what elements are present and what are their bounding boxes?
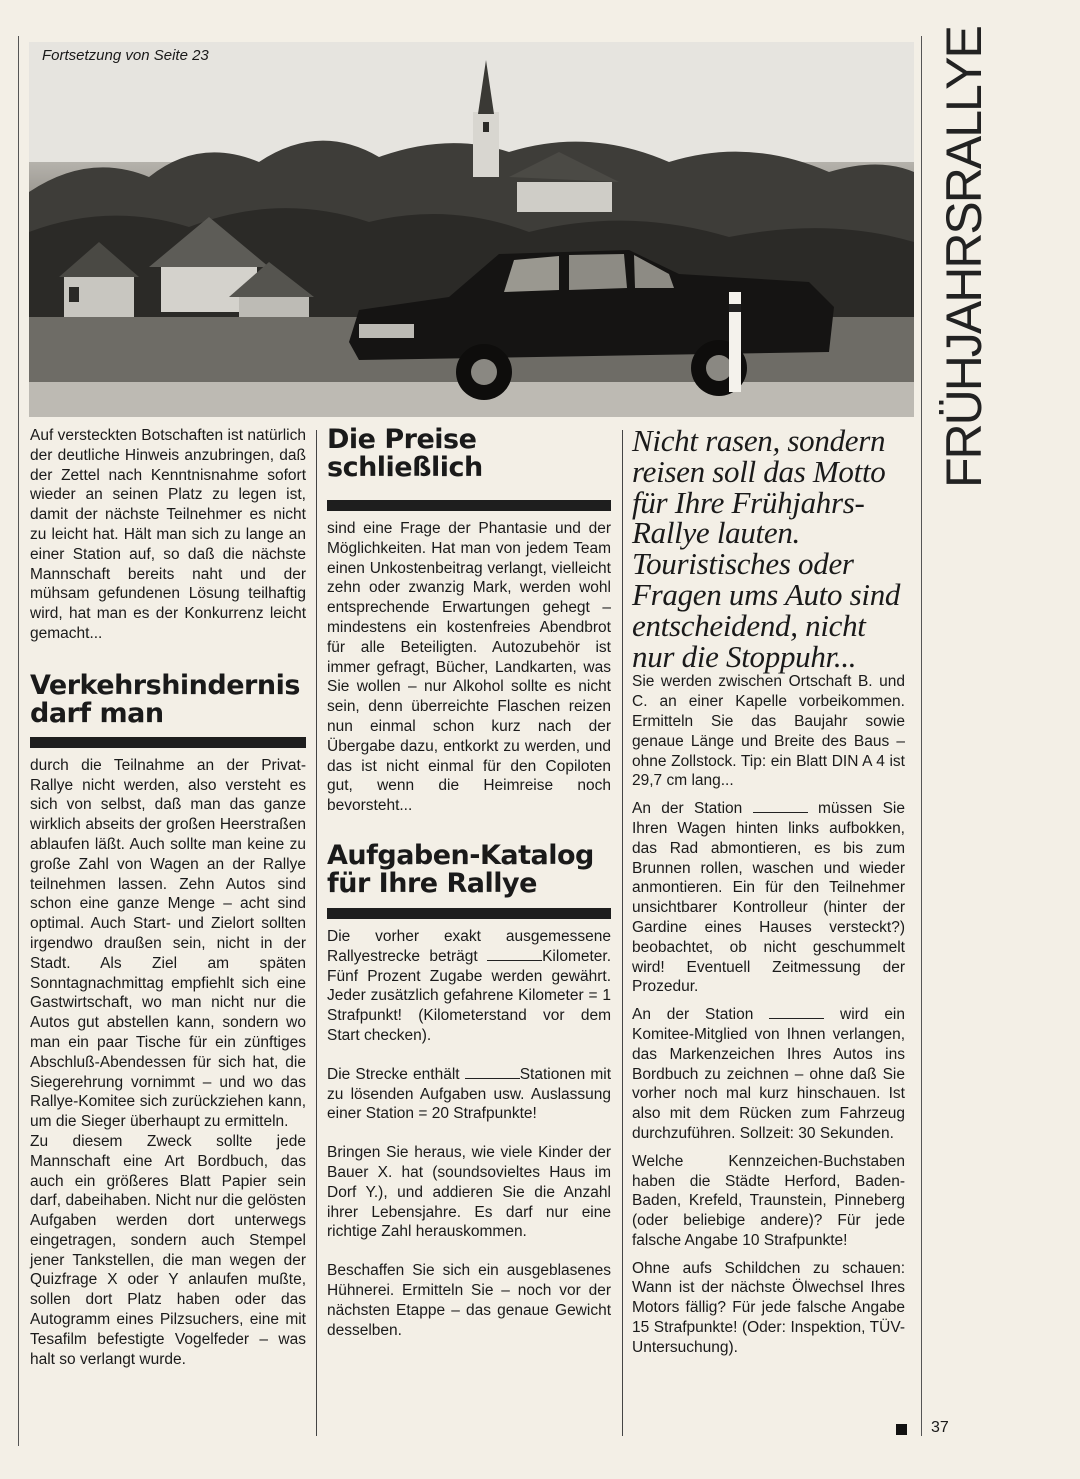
- heading-bar: [327, 500, 611, 511]
- heading-bar: [327, 908, 611, 919]
- task-text: müssen Sie Ihren Wagen hinten links aufbokken, das Rad abmontieren, es bis zum Brunnen rollen, waschen und wieder anmontieren. Ein für den Teilnehmer unsichtbarer Kontrolleur (hinter der Gardine eines Hauses versteckt?) beobachtet, ob nicht geschummelt wird! Eventuell Zeitmessung der Prozedur.: [632, 800, 905, 996]
- task-text: Die vorher exakt ausgemessene Rallyestrecke beträgt: [327, 927, 611, 965]
- heading-verkehrshindernis: Verkehrshindernis darf man: [30, 669, 300, 729]
- column-1: [30, 426, 306, 1369]
- fill-in-blank: [487, 948, 542, 961]
- heading-aufgaben-katalog: Aufgaben-Katalog für Ihre Rallye: [327, 839, 594, 899]
- task-text: wird ein Komitee-Mitglied von Ihnen verlangen, das Markenzeichen Ihres Autos ins Bordbuch zu zeichnen – ohne daß Sie vorher noch mal kurz hinschauen. Ist also mit dem Rücken zum Fahrzeug durchzuführen. Sollzeit: 30 Sekunden.: [632, 1006, 906, 1142]
- task-item: Bringen Sie heraus, wie viele Kinder der Bauer X. hat (soundsovieltes Haus im Dorf Y.), und addieren Sie die Anzahl ihrer Lebensjahre. Es darf nur eine richtige Zahl herauskommen.: [327, 1144, 611, 1241]
- task-item: Welche Kennzeichen-Buchstaben haben die Städte Herford, Baden-Baden, Krefeld, Traunstein, Pinneberg (oder beliebige andere)? Für jede falsche Angabe 10 Strafpunkte!: [632, 1152, 905, 1249]
- paragraph: Auf versteckten Botschaften ist natürlich der deutliche Hinweis anzubringen, daß der Zettel nach Kenntnisnahme sofort wieder an seinen Platz zu legen ist, damit der nächste Teilnehmer es nicht zu leicht hat. Hält man sich zu lange an einer Station auf, so daß die nächste Mannschaft bereits naht und der mühsam gefundenen Lösung teilhaftig wird, hat man es der Konkurrenz leicht gemacht...: [30, 427, 306, 642]
- car-photo-illustration: [29, 42, 914, 417]
- left-margin-rule: [18, 36, 19, 1446]
- fill-in-blank: [465, 1066, 520, 1079]
- heading-preise: Die Preise schließlich: [327, 424, 483, 483]
- task-item: Beschaffen Sie sich ein ausgeblasenes Hühnerei. Ermitteln Sie – noch vor der nächsten Etappe – das genaue Gewicht desselben.: [327, 1262, 611, 1339]
- fill-in-blank: [769, 1006, 824, 1019]
- task-item: [327, 1065, 611, 1124]
- task-text: An der Station: [632, 800, 743, 818]
- task-item: [327, 927, 611, 1046]
- car-photo-icon: [29, 42, 914, 417]
- task-item: [632, 1005, 905, 1144]
- column-rule-2: [622, 430, 623, 1436]
- task-item: Ohne aufs Schildchen zu schauen: Wann ist der nächste Ölwechsel Ihres Motors fällig? Für jede falsche Angabe 15 Strafpunkte! (Oder: Inspektion, TÜV-Untersuchung).: [632, 1259, 905, 1356]
- task-item: Sie werden zwischen Ortschaft B. und C. an einer Kapelle vorbeikommen. Ermitteln Sie das Baujahr sowie genaue Länge und Breite des Baus – ohne Zollstock. Tip: ein Blatt DIN A 4 ist 29,7 cm lang...: [632, 673, 905, 790]
- column-rule-1: [316, 430, 317, 1436]
- task-text: Stationen mit zu lösenden Aufgaben usw. Auslassung einer Station = 20 Strafpunkte!: [327, 1065, 611, 1123]
- task-text: Die Strecke enthält: [327, 1065, 460, 1083]
- fill-in-blank: [753, 800, 808, 813]
- column-2: [327, 426, 611, 1340]
- paragraph: durch die Teilnahme an der Privat-Rallye nicht werden, also versteht es sich von selbst, daß man das ganze wirklich abseits der großen Heerstraßen ablaufen läßt. Auch sollte man keine zu große Zahl von Wagen an der Rallye teilnehmen lassen. Zehn Autos sind schon eine ganze Menge – acht sind optimal. Auch Start- und Zielort sollten irgendwo draußen sein, nicht in der Stadt. Als Ziel am späten Sonntagnachmittag empfiehlt sich eine Gastwirtschaft, wo man nicht nur die Autos gut abstellen kann, sondern wo man ein paar Tische für ein zünftiges Abschluß-Abendessen für sich hat, die Siegerehrung vornimmt – und wo das Rallye-Komitee sich zurückziehen kann, um die Sieger überhaupt zu ermitteln.: [30, 756, 306, 1131]
- task-text: Kilometer. Fünf Prozent Zugabe werden gewährt. Jeder zusätzlich gefahrene Kilometer = 1 Strafpunkt! (Kilometerstand vor dem Start checken).: [327, 947, 612, 1044]
- pull-quote: Nicht rasen, sondern reisen soll das Motto für Ihre Frühjahrs-Rallye lauten. Touristisches oder Fragen ums Auto sind entscheidend, nicht nur die Stoppuhr...: [632, 423, 901, 674]
- end-of-article-square-icon: [896, 1424, 907, 1435]
- paragraph: sind eine Frage der Phantasie und der Möglichkeiten. Hat man von jedem Team einen Unkostenbeitrag verlangt, vielleicht zehn oder zwanzig Mark, werden wohl entsprechende Erwartungen gehegt – mindestens ein kostenfreies Abendbrot für alle Beteiligten. Autozubehör ist immer gefragt, Bücher, Landkarten, was Sie wollen – nur Alkohol sollte es nicht sein, denn überreichte Flaschen reizen nun einmal schon kurz nach der Übergabe dazu, entkorkt zu werden, und das ist nicht einmal für den Copiloten gut, wenn die Heimreise noch bevorsteht...: [327, 520, 611, 815]
- page-number: 37: [931, 1419, 949, 1436]
- task-item: [632, 799, 905, 997]
- heading-bar: [30, 737, 306, 748]
- continuation-note: Fortsetzung von Seite 23: [42, 47, 209, 64]
- section-title-vertical: FRÜHJAHRSRALLYE: [936, 27, 992, 488]
- column-3: [632, 423, 906, 1358]
- paragraph: Zu diesem Zweck sollte jede Mannschaft eine Art Bordbuch, das auch ein größeres Blatt Papier sein darf, dabeihaben. Nicht nur die gelösten Aufgaben werden dort unterwegs eingetragen, sondern auch Stempel jener Tankstellen, die man wegen der Quizfrage X oder Y anlaufen mußte, sollen dort Platz haben oder das Autogramm eines Pilzsuchers, eine mit Tesafilm befestigte Vogelfeder – was halt so verlangt wurde.: [30, 1132, 306, 1368]
- right-margin-rule: [921, 36, 922, 1436]
- task-text: An der Station: [632, 1006, 754, 1024]
